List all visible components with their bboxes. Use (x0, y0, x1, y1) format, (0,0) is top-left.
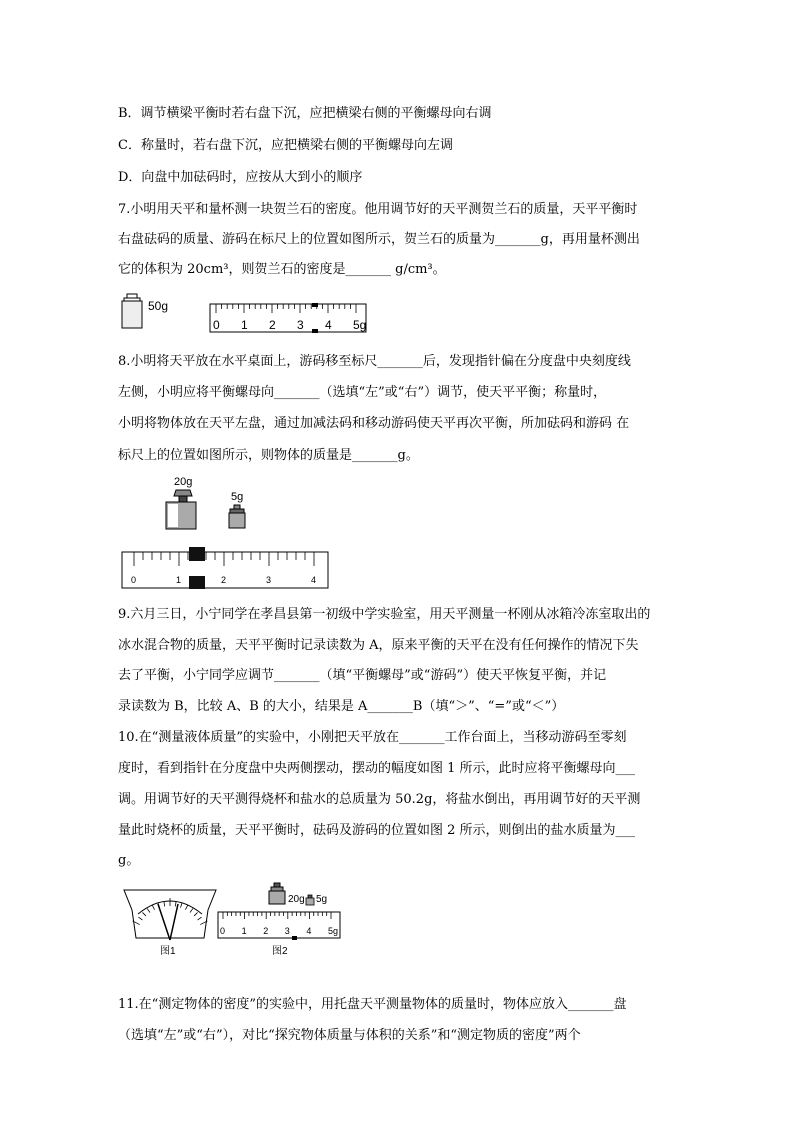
q10-figures (118, 880, 348, 960)
q10-ruler-tick-label: 1 (241, 926, 247, 936)
q9-line-4: 录读数为 B，比较 A、B 的大小，结果是 A_______B（填“＞”、“=”或“＜”） (118, 699, 565, 714)
q8-weight1-label: 20g (174, 476, 193, 488)
q10-ruler-tick-label: 5g (328, 926, 339, 936)
q8-line-4: 标尺上的位置如图所示，则物体的质量是_______g。 (118, 448, 419, 463)
q7-ruler-tick-label: 0 (213, 318, 220, 332)
q7-line-3: 它的体积为 20cm³，则贺兰石的密度是_______ g/cm³。 (118, 262, 446, 277)
q10-fig1-dial (124, 890, 216, 940)
q7-weight-label: 50g (148, 299, 169, 313)
q8-line-2: 左侧，小明应将平衡螺母向_______（选填“左”或“右”）调节，使天平平衡；称量时， (118, 385, 607, 400)
q9-line-2: 冰水混合物的质量，天平平衡时记录读数为 A，原来平衡的天平在没有任何操作的情况下失 (118, 638, 639, 653)
q10-fig2-weight-5g (306, 895, 314, 905)
q7-rider-bottom (312, 329, 318, 333)
q7-ruler-tick-label: 2 (269, 318, 276, 332)
q7-figure (118, 292, 378, 340)
q10-line-5: g。 (118, 853, 140, 868)
q10-line-1: 10.在“测量液体质量”的实验中，小刚把天平放在_______工作台面上，当移动游码至零刻 (118, 730, 627, 745)
q11-line-1: 11.在“测定物体的密度”的实验中，用托盘天平测量物体的质量时，物体应放入_______盘 (118, 997, 627, 1012)
q8-rider-bottom (189, 576, 205, 589)
q8-line-1: 8.小明将天平放在水平桌面上，游码移至标尺_______后，发现指针偏在分度盘中央刻度线 (118, 354, 631, 369)
q10-fig2-rider (292, 936, 297, 940)
q8-weight-20g (166, 490, 196, 529)
q7-line-1: 7.小明用天平和量杯测一块贺兰石的密度。他用调节好的天平测贺兰石的质量，天平平衡时 (118, 202, 638, 217)
q8-weight-5g (229, 505, 245, 528)
option-c: C．称量时，若右盘下沉，应把横梁右侧的平衡螺母向左调 (118, 138, 453, 153)
q7-rider-top (312, 303, 318, 307)
option-b: B．调节横梁平衡时若右盘下沉，应把横梁右侧的平衡螺母向右调 (118, 106, 492, 121)
q11-line-2: （选填“左”或“右”），对比“探究物体质量与体积的关系”和“测定物质的密度”两个 (118, 1028, 581, 1043)
q8-figure (118, 472, 338, 592)
q10-ruler-tick-label: 3 (284, 926, 290, 936)
option-d: D．向盘中加砝码时，应按从大到小的顺序 (118, 170, 363, 185)
q9-line-3: 去了平衡，小宁同学应调节_______（填“平衡螺母”或“游码”）使天平恢复平衡，并记 (118, 668, 607, 683)
q7-ruler (210, 304, 366, 332)
q8-ruler-tick-label: 0 (131, 575, 137, 585)
q7-ruler-tick-label: 3 (297, 318, 304, 332)
q7-ruler-tick-label: 4 (325, 318, 332, 332)
q8-ruler-tick-label: 2 (221, 575, 227, 585)
q10-ruler-tick-label: 4 (306, 926, 312, 936)
q10-fig2-weight5-label: 5g (316, 894, 328, 905)
q8-ruler-tick-label: 3 (266, 575, 272, 585)
q10-line-4: 量此时烧杯的质量，天平平衡时，砝码及游码的位置如图 2 所示，则倒出的盐水质量为___ (118, 823, 636, 838)
q7-ruler-tick-label: 1 (241, 318, 248, 332)
q10-line-2: 度时，看到指针在分度盘中央两侧摆动，摆动的幅度如图 1 所示，此时应将平衡螺母向___ (118, 761, 636, 776)
q10-fig2-weights-label: 20g (288, 894, 305, 905)
q9-line-1: 9.六月三日，小宁同学在孝昌县第一初级中学实验室，用天平测量一杯刚从冰箱冷冻室取出的 (118, 607, 651, 622)
q10-fig2-weight-20g (269, 883, 285, 904)
q8-ruler-tick-label: 4 (311, 575, 317, 585)
q8-weight2-label: 5g (231, 491, 244, 503)
q7-weight-50g (122, 294, 142, 328)
q7-ruler-tick-label: 5g (353, 318, 367, 332)
q10-line-3: 调。用调节好的天平测得烧杯和盐水的总质量为 50.2g，将盐水倒出，再用调节好的天平测 (118, 792, 641, 807)
q8-rider-top (189, 547, 205, 561)
q10-ruler-tick-label: 2 (263, 926, 269, 936)
q10-ruler-tick-label: 0 (220, 926, 226, 936)
q10-fig1-caption: 图1 (160, 946, 176, 957)
q7-line-2: 右盘砝码的质量、游码在标尺上的位置如图所示，贺兰石的质量为_______g，再用量杯测出 (118, 232, 640, 247)
q8-line-3: 小明将物体放在天平左盘，通过加减法码和移动游码使天平再次平衡，所加砝码和游码 在 (118, 416, 630, 431)
q8-ruler-tick-label: 1 (176, 575, 182, 585)
q10-fig2-caption: 图2 (272, 946, 288, 957)
